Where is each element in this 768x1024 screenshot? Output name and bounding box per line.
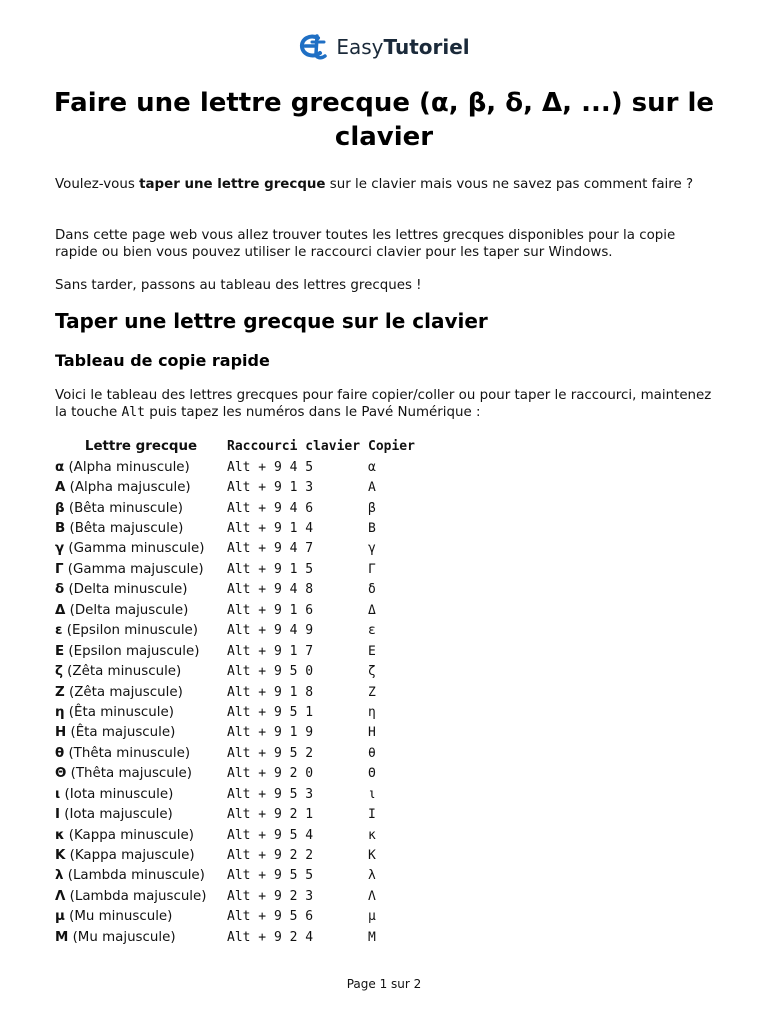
easytutoriel-logo-icon — [298, 32, 330, 62]
greek-symbol: Ε — [55, 643, 65, 659]
shortcut-cell: Alt + 9 2 0 — [227, 766, 314, 782]
letter-name: (Thêta minuscule) — [64, 745, 191, 761]
letter-name: (Iota minuscule) — [60, 786, 174, 802]
shortcut-cell: Alt + 9 5 6 — [227, 909, 314, 925]
letter-cell — [55, 927, 227, 947]
greek-symbol: Β — [55, 521, 66, 537]
greek-symbol: Ζ — [55, 684, 65, 700]
letter-cell — [55, 723, 227, 743]
greek-letters-table — [55, 436, 428, 948]
shortcut-cell: Alt + 9 2 1 — [227, 807, 314, 823]
table-row — [55, 743, 428, 763]
copy-cell[interactable]: β — [368, 500, 376, 516]
table-row — [55, 621, 428, 641]
copy-cell[interactable]: μ — [368, 909, 376, 925]
table-row — [55, 886, 428, 906]
copy-cell[interactable]: Ε — [368, 643, 376, 659]
letter-name: (Êta minuscule) — [64, 704, 174, 720]
letter-name: (Bêta minuscule) — [64, 500, 183, 516]
table-intro: Voici le tableau des lettres grecques pour faire copier/coller ou pour taper le raccourci, maintenez la touche Alt puis tapez les numéros dans le Pavé Numérique : — [55, 388, 712, 420]
copy-cell[interactable]: Λ — [368, 888, 376, 904]
letter-cell — [55, 784, 227, 804]
table-row — [55, 845, 428, 865]
table-row — [55, 825, 428, 845]
header-copy: Copier — [368, 439, 415, 454]
shortcut-cell: Alt + 9 1 8 — [227, 684, 314, 700]
letter-name: (Delta majuscule) — [65, 602, 189, 618]
letter-name: (Thêta majuscule) — [66, 766, 192, 782]
shortcut-cell: Alt + 9 2 3 — [227, 888, 314, 904]
shortcut-cell: Alt + 9 5 2 — [227, 745, 314, 761]
greek-symbol: δ — [55, 582, 65, 598]
greek-symbol: Λ — [55, 888, 66, 904]
letter-name: (Kappa minuscule) — [64, 827, 194, 843]
copy-cell[interactable]: Α — [368, 480, 376, 496]
shortcut-cell: Alt + 9 1 9 — [227, 725, 314, 741]
copy-cell[interactable]: η — [368, 704, 376, 720]
greek-symbol: η — [55, 704, 65, 720]
greek-symbol: Γ — [55, 561, 64, 577]
letter-name: (Gamma minuscule) — [64, 541, 205, 557]
letter-name: (Zêta majuscule) — [64, 684, 183, 700]
letter-name: (Mu minuscule) — [64, 909, 173, 925]
shortcut-cell: Alt + 9 1 6 — [227, 602, 314, 618]
greek-symbol: θ — [55, 745, 65, 761]
shortcut-cell: Alt + 9 5 5 — [227, 868, 314, 884]
shortcut-cell: Alt + 9 4 9 — [227, 623, 314, 639]
letter-cell — [55, 764, 227, 784]
letter-cell — [55, 600, 227, 620]
letter-cell — [55, 866, 227, 886]
copy-cell[interactable]: γ — [368, 541, 376, 557]
copy-cell[interactable]: α — [368, 459, 376, 475]
table-row — [55, 641, 428, 661]
shortcut-cell: Alt + 9 1 4 — [227, 521, 314, 537]
table-row — [55, 661, 428, 681]
table-row — [55, 600, 428, 620]
copy-cell[interactable]: Η — [368, 725, 376, 741]
greek-symbol: Ι — [55, 807, 60, 823]
table-row — [55, 804, 428, 824]
letter-name: (Lambda minuscule) — [63, 868, 205, 884]
greek-symbol: β — [55, 500, 65, 516]
header-shortcut: Raccourci clavier — [227, 439, 361, 454]
table-row — [55, 723, 428, 743]
intro-paragraph-2: Dans cette page web vous allez trouver toutes les lettres grecques disponibles pour la copie rapide ou bien vous pouvez utiliser le raccourci clavier pour les taper sur Windows. — [55, 228, 676, 260]
letter-cell — [55, 559, 227, 579]
shortcut-cell: Alt + 9 5 3 — [227, 786, 314, 802]
copy-cell[interactable]: Μ — [368, 929, 376, 945]
shortcut-cell: Alt + 9 2 2 — [227, 848, 314, 864]
greek-symbol: λ — [55, 868, 64, 884]
copy-cell[interactable]: Θ — [368, 766, 376, 782]
section-title: Taper une lettre grecque sur le clavier — [55, 309, 488, 333]
table-row — [55, 784, 428, 804]
copy-cell[interactable]: δ — [368, 582, 376, 598]
greek-symbol: γ — [55, 541, 65, 557]
letter-cell — [55, 907, 227, 927]
letter-cell — [55, 457, 227, 477]
greek-symbol: Α — [55, 480, 66, 496]
table-row — [55, 682, 428, 702]
logo-text: EasyTutoriel — [336, 35, 470, 59]
shortcut-cell: Alt + 9 5 0 — [227, 664, 314, 680]
table-header-row — [55, 436, 428, 457]
copy-cell[interactable]: λ — [368, 868, 376, 884]
copy-cell[interactable]: Κ — [368, 848, 376, 864]
letter-name: (Gamma majuscule) — [63, 561, 204, 577]
letter-cell — [55, 518, 227, 538]
shortcut-cell: Alt + 9 4 6 — [227, 500, 314, 516]
shortcut-cell: Alt + 9 1 3 — [227, 480, 314, 496]
letter-cell — [55, 539, 227, 559]
table-row — [55, 498, 428, 518]
copy-cell[interactable]: κ — [368, 827, 376, 843]
letter-name: (Iota majuscule) — [59, 807, 173, 823]
copy-cell[interactable]: ι — [368, 786, 376, 802]
shortcut-cell: Alt + 9 4 7 — [227, 541, 314, 557]
letter-cell — [55, 845, 227, 865]
copy-cell[interactable]: Δ — [368, 602, 376, 618]
letter-cell — [55, 743, 227, 763]
intro-paragraph-1: Voulez-vous taper une lettre grecque sur le clavier mais vous ne savez pas comment faire ? — [55, 177, 694, 192]
copy-cell[interactable]: Ζ — [368, 684, 376, 700]
copy-cell[interactable]: Ι — [368, 807, 376, 823]
copy-cell[interactable]: Β — [368, 521, 376, 537]
letter-name: (Lambda majuscule) — [65, 888, 207, 904]
letter-cell — [55, 661, 227, 681]
greek-symbol: Δ — [55, 602, 66, 618]
table-row — [55, 539, 428, 559]
letter-name: (Bêta majuscule) — [65, 521, 184, 537]
copy-cell[interactable]: ζ — [368, 664, 376, 680]
greek-symbol: ι — [55, 786, 61, 802]
shortcut-cell: Alt + 9 5 1 — [227, 704, 314, 720]
table-row — [55, 477, 428, 497]
letter-name: (Epsilon minuscule) — [62, 623, 199, 639]
greek-symbol: Κ — [55, 848, 66, 864]
letter-cell — [55, 641, 227, 661]
greek-symbol: κ — [55, 827, 65, 843]
shortcut-cell: Alt + 9 1 7 — [227, 643, 314, 659]
table-row — [55, 907, 428, 927]
letter-cell — [55, 804, 227, 824]
shortcut-cell: Alt + 9 4 8 — [227, 582, 314, 598]
page-footer: Page 1 sur 2 — [346, 977, 422, 991]
letter-cell — [55, 702, 227, 722]
alt-key: Alt — [121, 405, 145, 420]
letter-cell — [55, 498, 227, 518]
table-row — [55, 457, 428, 477]
letter-cell — [55, 825, 227, 845]
greek-symbol: Η — [55, 725, 67, 741]
letter-name: (Alpha minuscule) — [64, 459, 190, 475]
table-row — [55, 866, 428, 886]
page-title: Faire une lettre grecque (α, β, δ, Δ, ...) sur le clavier — [53, 88, 715, 152]
copy-cell[interactable]: θ — [368, 745, 376, 761]
table-row — [55, 580, 428, 600]
intro-bold-text: taper une lettre grecque — [139, 177, 326, 192]
shortcut-cell: Alt + 9 1 5 — [227, 561, 314, 577]
shortcut-cell: Alt + 9 5 4 — [227, 827, 314, 843]
letter-cell — [55, 886, 227, 906]
shortcut-cell: Alt + 9 4 5 — [227, 459, 314, 475]
letter-name: (Kappa majuscule) — [65, 848, 195, 864]
intro-paragraph-3: Sans tarder, passons au tableau des lettres grecques ! — [55, 278, 422, 293]
subsection-title: Tableau de copie rapide — [55, 351, 270, 370]
letter-name: (Êta majuscule) — [66, 725, 176, 741]
letter-name: (Zêta minuscule) — [62, 664, 182, 680]
greek-symbol: α — [55, 459, 65, 475]
letter-cell — [55, 477, 227, 497]
letter-cell — [55, 621, 227, 641]
letter-name: (Delta minuscule) — [64, 582, 188, 598]
table-row — [55, 518, 428, 538]
logo — [0, 32, 768, 62]
table-row — [55, 559, 428, 579]
letter-cell — [55, 682, 227, 702]
header-letter: Lettre grecque — [84, 439, 198, 454]
table-row — [55, 927, 428, 947]
table-row — [55, 702, 428, 722]
table-row — [55, 764, 428, 784]
letter-name: (Epsilon majuscule) — [64, 643, 200, 659]
copy-cell[interactable]: ε — [368, 623, 376, 639]
letter-cell — [55, 580, 227, 600]
shortcut-cell: Alt + 9 2 4 — [227, 929, 314, 945]
greek-symbol: μ — [55, 909, 65, 925]
greek-symbol: Θ — [55, 766, 67, 782]
greek-symbol: ε — [55, 623, 63, 639]
greek-symbol: ζ — [55, 664, 63, 680]
greek-symbol: Μ — [55, 929, 69, 945]
letter-name: (Mu majuscule) — [68, 929, 176, 945]
letter-name: (Alpha majuscule) — [65, 480, 191, 496]
copy-cell[interactable]: Γ — [368, 561, 376, 577]
